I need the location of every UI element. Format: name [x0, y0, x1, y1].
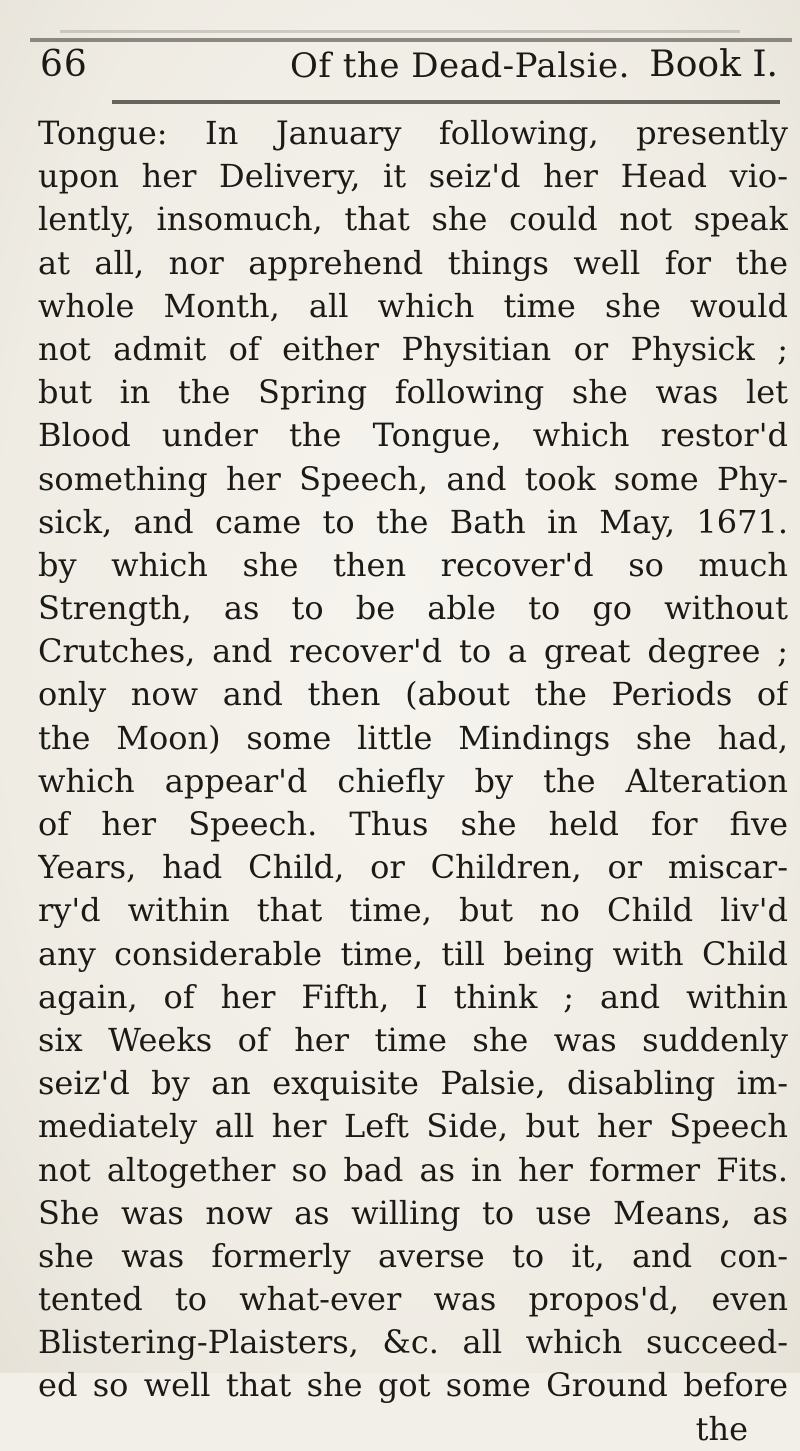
text-line: the Moon) some little Mindings she had, [38, 718, 788, 757]
text-line: sick, and came to the Bath in May, 1671. [38, 502, 788, 541]
text-line: any considerable time, till being with Child [38, 934, 788, 973]
text-line: again, of her Fifth, I think ; and within [38, 977, 788, 1016]
text-line: only now and then (about the Periods of [38, 675, 788, 714]
top-edge-shadow [60, 30, 740, 33]
text-line: six Weeks of her time she was suddenly [38, 1020, 788, 1059]
body-text [38, 112, 788, 1451]
text-line: Strength, as to be able to go without [38, 589, 788, 628]
text-line: lently, insomuch, that she could not speak [38, 200, 788, 239]
text-line: something her Speech, and took some Phy- [38, 459, 788, 498]
header-rule [112, 100, 780, 104]
running-title: Of the Dead-Palsie. [290, 46, 630, 86]
text-line: Crutches, and recover'd to a great degree ; [38, 632, 788, 671]
text-line: ed so well that she got some Ground before [38, 1366, 788, 1405]
text-line: Blistering-Plaisters, &c. all which succeed- [38, 1323, 788, 1362]
text-line: Tongue: In January following, presently [38, 114, 788, 152]
text-line: not altogether so bad as in her former Fits. [38, 1150, 788, 1189]
page-number: 66 [40, 44, 88, 85]
text-line: mediately all her Left Side, but her Speech [38, 1107, 788, 1146]
text-line: tented to what-ever was propos'd, even [38, 1280, 788, 1319]
text-line: Blood under the Tongue, which restor'd [38, 416, 788, 455]
running-head [40, 44, 778, 102]
text-line: at all, nor apprehend things well for the [38, 243, 788, 282]
text-line: she was formerly averse to it, and con- [38, 1236, 788, 1275]
text-line: by which she then recover'd so much [38, 545, 788, 584]
text-line: whole Month, all which time she would [38, 286, 788, 325]
top-edge-rule [30, 38, 792, 42]
book-label: Book I. [649, 44, 778, 85]
text-line: but in the Spring following she was let [38, 373, 788, 412]
text-line: Years, had Child, or Children, or miscar- [38, 848, 788, 887]
catchword: the [695, 1409, 748, 1448]
text-line: not admit of either Physitian or Physick ; [38, 329, 788, 368]
text-line: seiz'd by an exquisite Palsie, disabling im- [38, 1064, 788, 1103]
text-line: which appear'd chiefly by the Alteration [38, 761, 788, 800]
text-line: She was now as willing to use Means, as [38, 1193, 788, 1232]
text-line: of her Speech. Thus she held for five [38, 805, 788, 843]
text-line: upon her Delivery, it seiz'd her Head vio- [38, 157, 788, 196]
text-line: ry'd within that time, but no Child liv'd [38, 891, 788, 930]
